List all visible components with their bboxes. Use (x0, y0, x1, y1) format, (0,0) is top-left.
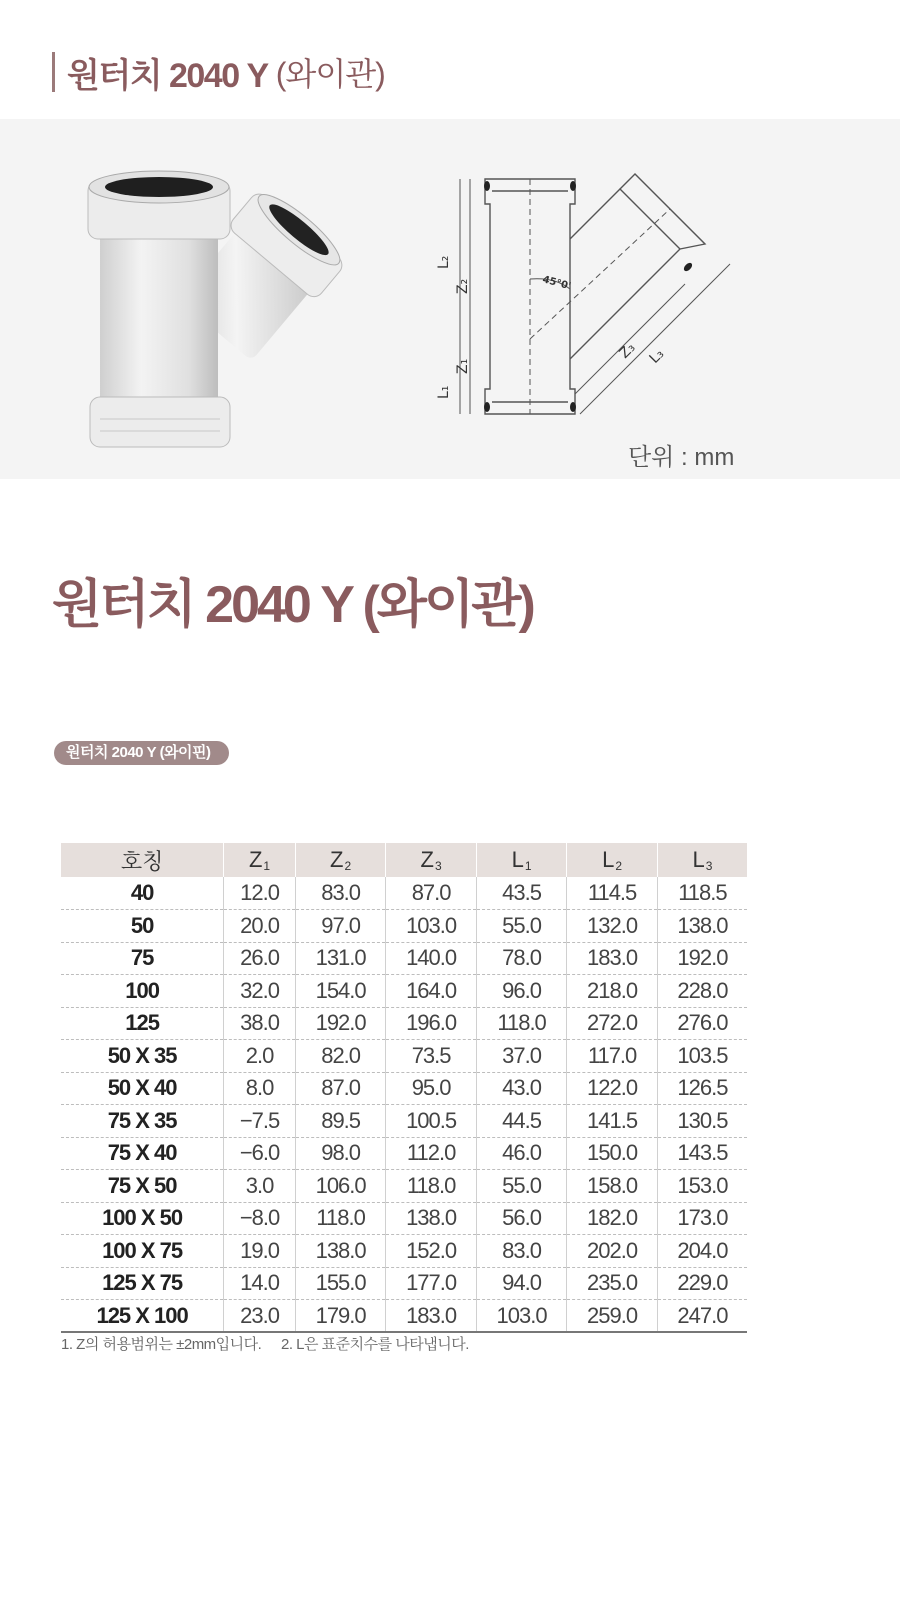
table-cell: 117.0 (567, 1040, 657, 1073)
table-cell: 19.0 (224, 1235, 296, 1268)
product-image-band (0, 119, 900, 479)
unit-label: 단위 : mm (628, 444, 735, 471)
dim-label-z3: Z₃ (616, 339, 639, 362)
table-cell: 37.0 (476, 1040, 566, 1073)
table-cell: 43.0 (476, 1072, 566, 1105)
table-cell: 228.0 (657, 975, 747, 1008)
table-header-cell: L1 (476, 843, 566, 877)
table-cell: 43.5 (476, 877, 566, 910)
table-cell: 82.0 (295, 1040, 385, 1073)
table-cell: 154.0 (295, 975, 385, 1008)
table-cell: 192.0 (657, 942, 747, 975)
table-body (61, 877, 747, 1332)
table-row (61, 1072, 747, 1105)
table-cell: 152.0 (386, 1235, 476, 1268)
table-cell: 141.5 (567, 1105, 657, 1138)
table-cell-size: 75 X 50 (61, 1170, 224, 1203)
table-cell: −7.5 (224, 1105, 296, 1138)
table-cell: 87.0 (295, 1072, 385, 1105)
table-cell-size: 50 X 35 (61, 1040, 224, 1073)
table-cell: −6.0 (224, 1137, 296, 1170)
note-2: 2. L은 표준치수를 나타냅니다. (281, 1336, 469, 1353)
table-cell: 138.0 (386, 1202, 476, 1235)
table-cell: 118.0 (476, 1007, 566, 1040)
table-cell: 56.0 (476, 1202, 566, 1235)
angle-label: 45°0' (541, 274, 573, 293)
table-cell: 182.0 (567, 1202, 657, 1235)
table-row (61, 1202, 747, 1235)
table-cell: 87.0 (386, 877, 476, 910)
table-row (61, 1267, 747, 1300)
table-cell-size: 100 X 50 (61, 1202, 224, 1235)
table-cell-size: 40 (61, 877, 224, 910)
table-cell: 276.0 (657, 1007, 747, 1040)
table-cell: 153.0 (657, 1170, 747, 1203)
table-row (61, 910, 747, 943)
table-cell: 95.0 (386, 1072, 476, 1105)
table-cell: 150.0 (567, 1137, 657, 1170)
table-cell-size: 125 (61, 1007, 224, 1040)
table-cell: 118.0 (295, 1202, 385, 1235)
table-cell: 103.5 (657, 1040, 747, 1073)
table-cell-size: 50 X 40 (61, 1072, 224, 1105)
section-title-main: 원터치 2040 Y (52, 576, 352, 634)
table-cell: 247.0 (657, 1300, 747, 1333)
table-cell: 98.0 (295, 1137, 385, 1170)
table-cell: 20.0 (224, 910, 296, 943)
table-row (61, 1007, 747, 1040)
table-row (61, 1235, 747, 1268)
table-cell: 46.0 (476, 1137, 566, 1170)
table-cell-size: 75 X 35 (61, 1105, 224, 1138)
table-header-cell: L2 (567, 843, 657, 877)
table-cell: 173.0 (657, 1202, 747, 1235)
dim-label-z1: Z₁ (455, 358, 471, 374)
table-row (61, 877, 747, 910)
table-cell-size: 125 X 100 (61, 1300, 224, 1333)
table-cell: 94.0 (476, 1267, 566, 1300)
table-cell: 143.5 (657, 1137, 747, 1170)
table-row (61, 975, 747, 1008)
table-row (61, 942, 747, 975)
section-title (52, 562, 533, 637)
table-cell: 103.0 (476, 1300, 566, 1333)
table-cell: 204.0 (657, 1235, 747, 1268)
table-cell: 235.0 (567, 1267, 657, 1300)
table-cell: 83.0 (476, 1235, 566, 1268)
note-1: 1. Z의 허용범위는 ±2mm입니다. (61, 1336, 262, 1353)
spec-table (61, 843, 747, 1333)
table-cell: 89.5 (295, 1105, 385, 1138)
table-cell: 2.0 (224, 1040, 296, 1073)
title-accent-bar (52, 52, 55, 92)
table-cell: 23.0 (224, 1300, 296, 1333)
table-cell: 100.5 (386, 1105, 476, 1138)
table-header-cell: Z2 (295, 843, 385, 877)
table-cell: 118.5 (657, 877, 747, 910)
table-cell: 97.0 (295, 910, 385, 943)
table-cell: 12.0 (224, 877, 296, 910)
table-cell: 138.0 (657, 910, 747, 943)
table-cell: 122.0 (567, 1072, 657, 1105)
product-pill-label: 원터치 2040 Y (와이핀) (54, 741, 229, 765)
table-cell-size: 75 X 40 (61, 1137, 224, 1170)
table-cell-size: 100 (61, 975, 224, 1008)
table-cell: 103.0 (386, 910, 476, 943)
table-cell: 196.0 (386, 1007, 476, 1040)
dim-label-l2: L₂ (436, 255, 452, 269)
table-row (61, 1300, 747, 1333)
table-cell: 192.0 (295, 1007, 385, 1040)
table-cell: 158.0 (567, 1170, 657, 1203)
table-cell: 83.0 (295, 877, 385, 910)
dim-label-l1: L₁ (436, 385, 452, 399)
table-notes (61, 1333, 469, 1354)
table-cell: 272.0 (567, 1007, 657, 1040)
table-cell: 140.0 (386, 942, 476, 975)
table-header-cell: L3 (657, 843, 747, 877)
table-cell: 118.0 (386, 1170, 476, 1203)
product-photo (60, 139, 360, 459)
table-header-cell: Z3 (386, 843, 476, 877)
table-cell-size: 50 (61, 910, 224, 943)
table-cell: 8.0 (224, 1072, 296, 1105)
table-header-cell: 호칭 (61, 843, 224, 877)
table-cell: 130.5 (657, 1105, 747, 1138)
table-cell: 14.0 (224, 1267, 296, 1300)
table-cell: 126.5 (657, 1072, 747, 1105)
table-cell: 55.0 (476, 910, 566, 943)
page-subtitle: (와이관) (275, 56, 385, 92)
table-cell: 218.0 (567, 975, 657, 1008)
table-cell: 44.5 (476, 1105, 566, 1138)
table-cell: −8.0 (224, 1202, 296, 1235)
table-cell: 78.0 (476, 942, 566, 975)
table-cell: 96.0 (476, 975, 566, 1008)
table-row (61, 1040, 747, 1073)
table-row (61, 1105, 747, 1138)
table-header-row (61, 843, 747, 877)
table-cell: 183.0 (386, 1300, 476, 1333)
table-cell: 26.0 (224, 942, 296, 975)
table-cell: 259.0 (567, 1300, 657, 1333)
table-cell: 164.0 (386, 975, 476, 1008)
table-cell: 202.0 (567, 1235, 657, 1268)
table-cell: 114.5 (567, 877, 657, 910)
table-cell: 112.0 (386, 1137, 476, 1170)
table-cell: 138.0 (295, 1235, 385, 1268)
table-cell-size: 125 X 75 (61, 1267, 224, 1300)
table-cell: 38.0 (224, 1007, 296, 1040)
dim-label-z2: Z₂ (455, 278, 471, 294)
dim-label-l3: L₃ (646, 346, 668, 367)
page-title: 원터치 2040 Y (67, 56, 268, 95)
table-cell: 73.5 (386, 1040, 476, 1073)
table-cell: 177.0 (386, 1267, 476, 1300)
table-cell: 32.0 (224, 975, 296, 1008)
table-cell: 132.0 (567, 910, 657, 943)
table-cell: 229.0 (657, 1267, 747, 1300)
table-row (61, 1170, 747, 1203)
table-cell: 131.0 (295, 942, 385, 975)
table-cell-size: 100 X 75 (61, 1235, 224, 1268)
section-title-sub: (와이관) (362, 576, 533, 634)
technical-drawing (430, 159, 750, 449)
table-cell: 183.0 (567, 942, 657, 975)
table-cell: 155.0 (295, 1267, 385, 1300)
table-cell: 106.0 (295, 1170, 385, 1203)
table-row (61, 1137, 747, 1170)
page-header (52, 52, 385, 95)
table-cell: 179.0 (295, 1300, 385, 1333)
table-header-cell: Z1 (224, 843, 296, 877)
table-cell-size: 75 (61, 942, 224, 975)
table-cell: 55.0 (476, 1170, 566, 1203)
table-cell: 3.0 (224, 1170, 296, 1203)
